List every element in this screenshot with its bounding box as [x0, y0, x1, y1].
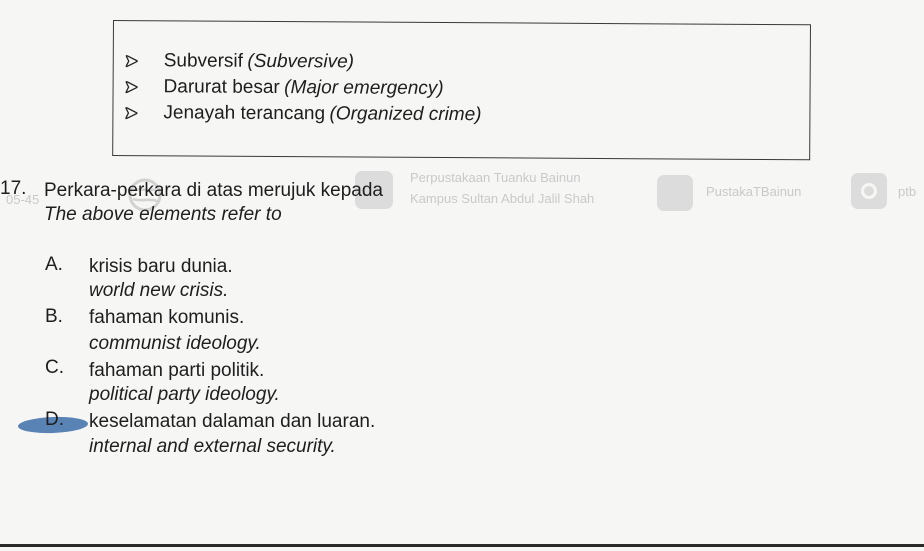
option-text-ms: fahaman komunis. [89, 307, 245, 328]
bullet-box [112, 20, 811, 160]
option-letter: C. [45, 357, 64, 378]
arrowhead-bullet-icon [126, 55, 138, 67]
option-text-ms: fahaman parti politik. [89, 360, 265, 381]
arrowhead-bullet-icon [126, 81, 138, 93]
bullet-text-ms: Darurat besar [163, 76, 280, 99]
bullet-item [113, 101, 481, 127]
question-number: 17. [0, 178, 27, 199]
option-letter: A. [45, 254, 63, 275]
option-letter: D. [45, 409, 64, 430]
question-text-en: The above elements refer to [44, 204, 282, 225]
option-text-en: political party ideology. [89, 384, 280, 405]
watermark-twitter-handle: PustakaTBainun [706, 184, 802, 199]
bullet-text-en: (Subversive) [247, 50, 355, 73]
arrowhead-bullet-icon [125, 107, 137, 119]
watermark-instagram-handle: ptb [898, 184, 917, 199]
option-text-ms: keselamatan dalaman dan luaran. [89, 411, 376, 432]
bullet-text-ms: Jenayah terancang [163, 102, 326, 125]
bullet-text-ms: Subversif [163, 50, 244, 72]
bullet-text-en: (Organized crime) [329, 103, 482, 126]
option-text-ms: krisis baru dunia. [89, 256, 233, 277]
option-text-en: world new crisis. [89, 280, 229, 301]
question-text-ms: Perkara-perkara di atas merujuk kepada [44, 180, 384, 201]
option-text-en: internal and external security. [89, 436, 336, 457]
page-bottom-rule [0, 544, 924, 547]
bullet-text-en: (Major emergency) [284, 77, 444, 100]
twitter-icon [657, 175, 693, 211]
watermark-library-name: Perpustakaan Tuanku Bainun [410, 170, 581, 185]
bullet-item [114, 75, 444, 101]
watermark-campus-name: Kampus Sultan Abdul Jalil Shah [410, 191, 595, 206]
option-text-en: communist ideology. [89, 333, 261, 354]
instagram-icon [851, 173, 887, 209]
option-letter: B. [45, 306, 63, 327]
watermark-prefix: 05-45 [6, 192, 40, 207]
bullet-item [114, 49, 354, 74]
